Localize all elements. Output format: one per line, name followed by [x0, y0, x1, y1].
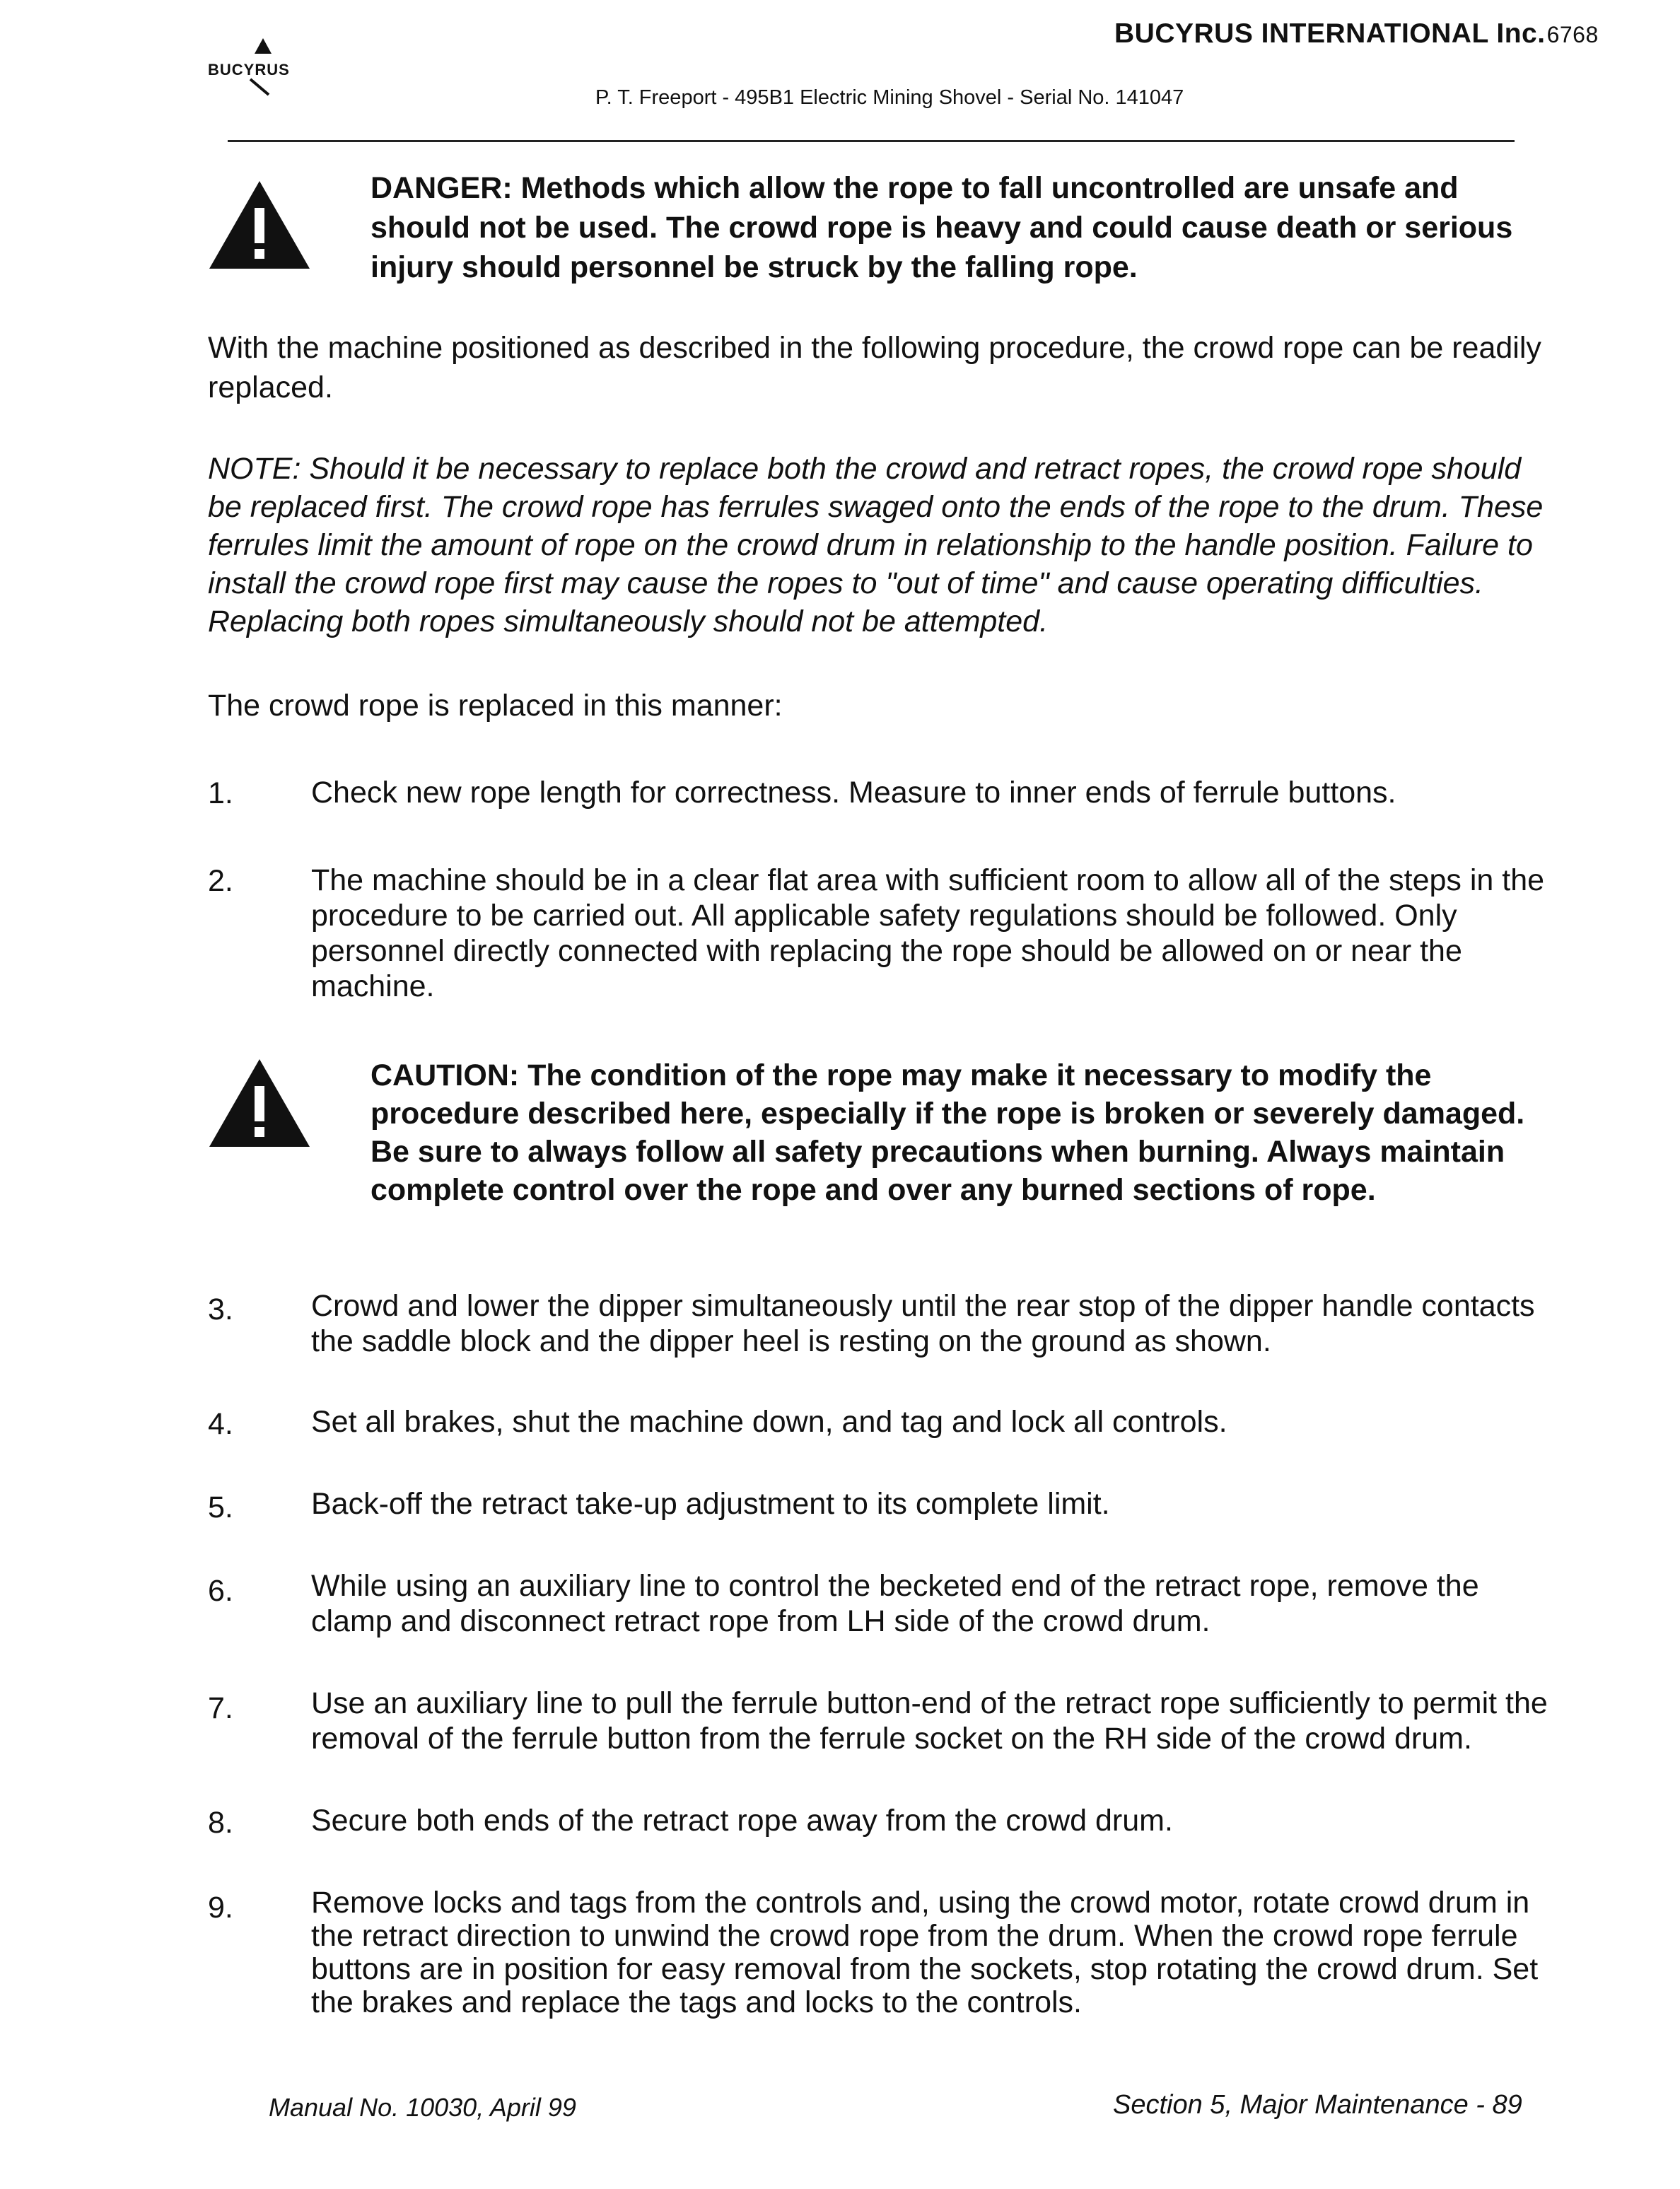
- svg-text:BUCYRUS: BUCYRUS: [208, 61, 290, 78]
- document-number: 6768: [1546, 22, 1599, 47]
- step-number: 9.: [208, 1891, 233, 1925]
- step-number: 6.: [208, 1574, 233, 1608]
- step-text: Secure both ends of the retract rope away from the crowd drum.: [311, 1804, 1173, 1838]
- footer-section-page: Section 5, Major Maintenance - 89: [1113, 2090, 1522, 2120]
- step-number: 7.: [208, 1691, 233, 1725]
- procedure-lead-in: The crowd rope is replaced in this manner:: [208, 689, 783, 723]
- step-text: While using an auxiliary line to control the becketed end of the retract rope, remove the clamp and disconnect retract rope from LH side of the crowd drum.: [311, 1569, 1479, 1638]
- caution-text: CAUTION: The condition of the rope may make it necessary to modify the procedure described here, especially if the rope is broken or severely damaged. Be sure to always follow all safety precautions when burning. Always maintain complete control over the rope and over any burned sections of rope.: [371, 1058, 1525, 1207]
- company-name: [1114, 18, 1599, 49]
- step-number: 2.: [208, 864, 233, 898]
- danger-warning-icon: [206, 178, 313, 272]
- note-paragraph: NOTE: Should it be necessary to replace both the crowd and retract ropes, the crowd rope should be replaced first. The crowd rope has ferrules swaged onto the ends of the rope to the drum. These ferrules limit the amount of rope on the crowd drum in relationship to the handle position. Failure to install the crowd rope first may cause the ropes to "out of time" and cause operating difficulties. Replacing both ropes simultaneously should not be attempted.: [208, 452, 1544, 638]
- danger-text: DANGER: Methods which allow the rope to fall uncontrolled are unsafe and should not be used. The crowd rope is heavy and could cause death or serious injury should personnel be struck by the falling rope.: [371, 171, 1513, 284]
- step-number: 8.: [208, 1806, 233, 1840]
- step-text: Remove locks and tags from the controls and, using the crowd motor, rotate crowd drum in the retract direction to unwind the crowd rope from the drum. When the crowd rope ferrule buttons are in position for easy removal from the sockets, stop rotating the crowd drum. Set the brakes and replace the tags and locks to the controls.: [311, 1886, 1539, 2019]
- header-divider: [228, 140, 1515, 142]
- step-text: Crowd and lower the dipper simultaneously until the rear stop of the dipper handle contacts the saddle block and the dipper heel is resting on the ground as shown.: [311, 1289, 1535, 1358]
- step-text: Use an auxiliary line to pull the ferrule button-end of the retract rope sufficiently to permit the removal of the ferrule button from the ferrule socket on the RH side of the crowd drum.: [311, 1686, 1548, 1756]
- company-name-text: BUCYRUS INTERNATIONAL Inc.: [1114, 18, 1546, 49]
- step-text: Check new rope length for correctness. Measure to inner ends of ferrule buttons.: [311, 776, 1396, 810]
- footer-manual-number: Manual No. 10030, April 99: [269, 2093, 576, 2122]
- machine-subtitle: P. T. Freeport - 495B1 Electric Mining Shovel - Serial No. 141047: [595, 86, 1184, 109]
- step-number: 1.: [208, 776, 233, 810]
- step-text: Back-off the retract take-up adjustment to its complete limit.: [311, 1487, 1110, 1521]
- step-number: 4.: [208, 1407, 233, 1441]
- bucyrus-logo-icon: [206, 37, 320, 100]
- bucyrus-logo: [206, 37, 320, 100]
- step-number: 3.: [208, 1292, 233, 1326]
- step-number: 5.: [208, 1490, 233, 1524]
- caution-warning-icon: [206, 1056, 313, 1150]
- step-text: The machine should be in a clear flat area with sufficient room to allow all of the steps in the procedure to be carried out. All applicable safety regulations should be followed. Only personnel directly connected with replacing the rope should be allowed on or near the machine.: [311, 863, 1545, 1003]
- step-text: Set all brakes, shut the machine down, and tag and lock all controls.: [311, 1405, 1227, 1439]
- intro-paragraph: With the machine positioned as described in the following procedure, the crowd rope can be readily replaced.: [208, 331, 1541, 404]
